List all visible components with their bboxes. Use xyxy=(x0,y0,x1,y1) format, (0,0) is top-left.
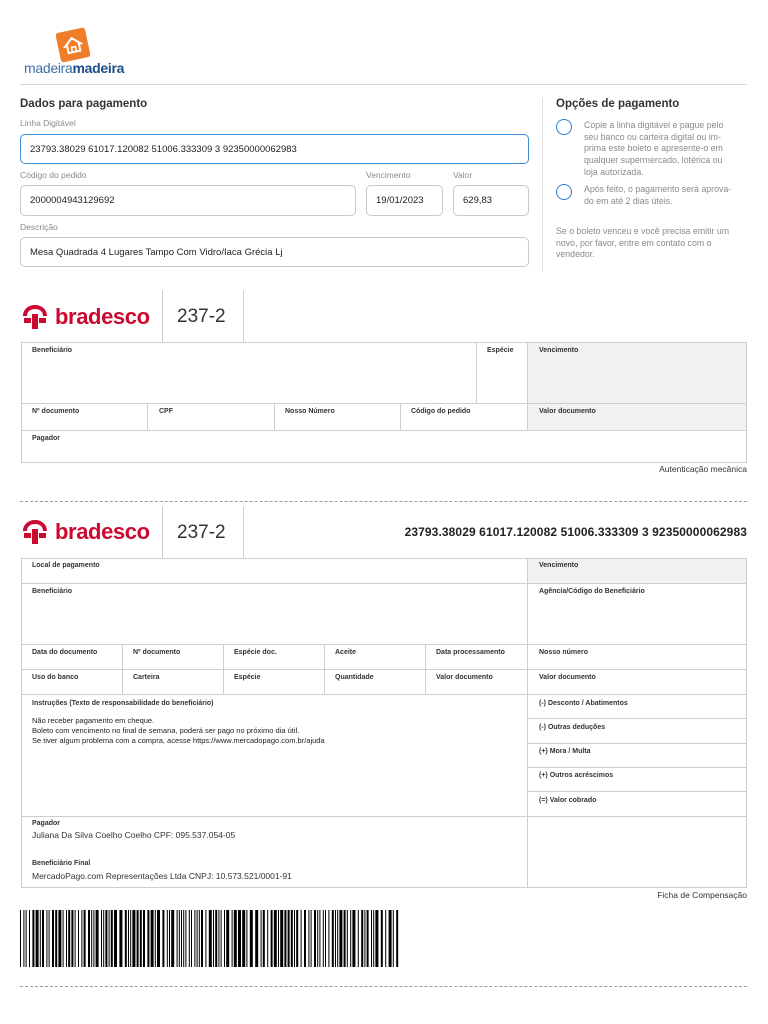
barcode-bar xyxy=(91,910,92,967)
barcode-bar xyxy=(291,910,293,967)
ficha-compensacao: Ficha de Compensação xyxy=(657,890,747,900)
barcode-bar xyxy=(128,910,129,967)
barcode-bar xyxy=(296,910,298,967)
barcode-bar xyxy=(215,910,217,967)
barcode-bar xyxy=(393,910,394,967)
barcode-bar xyxy=(114,910,117,967)
barcode-bar xyxy=(284,910,286,967)
barcode-bar xyxy=(347,910,348,967)
header-divider xyxy=(20,84,747,85)
linha-digitavel-field[interactable]: 23793.38029 61017.120082 51006.333309 3 92350000062983 xyxy=(20,134,529,164)
barcode-bar xyxy=(218,910,219,967)
barcode-bar xyxy=(197,910,198,967)
recibo-ndocumento-label: Nº documento xyxy=(32,408,80,415)
mora-multa-label: (+) Mora / Multa xyxy=(539,748,591,755)
barcode-bar xyxy=(32,910,34,967)
recibo-vencimento-label: Vencimento xyxy=(539,347,579,354)
bank-code: 237-2 xyxy=(177,306,226,327)
ficha-pagador-label: Pagador xyxy=(32,820,61,827)
barcode-bar xyxy=(335,910,336,967)
barcode-bar xyxy=(81,910,82,967)
barcode-bar xyxy=(23,910,24,967)
barcode-bar xyxy=(183,910,184,967)
barcode-bar xyxy=(26,910,27,967)
descricao-field[interactable]: Mesa Quadrada 4 Lugares Tampo Com Vidro/Iaca Grécia Lj xyxy=(20,237,529,267)
bottom-cut-line xyxy=(20,986,747,987)
barcode-bar xyxy=(52,910,54,967)
payment-options-title: Opções de pagamento xyxy=(556,98,680,110)
barcode-bar xyxy=(361,910,363,967)
barcode-bar xyxy=(125,910,127,967)
barcode-bar xyxy=(325,910,326,967)
barcode-bar xyxy=(274,910,277,967)
barcode-bar xyxy=(185,910,186,967)
barcode-bar xyxy=(63,910,64,967)
agencia-label: Agência/Código do Beneficiário xyxy=(539,588,645,595)
ficha-nosso-numero-label: Nosso número xyxy=(539,649,589,656)
barcode-bar xyxy=(36,910,39,967)
barcode-bar xyxy=(58,910,61,967)
barcode-bar xyxy=(109,910,110,967)
cut-line xyxy=(20,501,747,502)
ficha-vencimento-label: Vencimento xyxy=(539,562,579,569)
barcode-bar xyxy=(177,910,178,967)
barcode-bar xyxy=(339,910,342,967)
barcode-bar xyxy=(68,910,70,967)
barcode-bar xyxy=(294,910,295,967)
especie-label: Espécie xyxy=(234,674,261,681)
barcode-bar xyxy=(358,910,359,967)
autenticacao-mecanica: Autenticação mecânica xyxy=(659,464,747,474)
ficha-linha-digitavel: 23793.38029 61017.120082 51006.333309 3 92350000062983 xyxy=(404,525,747,539)
barcode-bar xyxy=(323,910,324,967)
option-copy-text: Copie a linha digitável e pague pelo seu banco ou carteira digital ou im- prima este boleto e apresente-o em qualquer supermercado, lotérica ou loja autorizada. xyxy=(584,120,724,177)
barcode-bar xyxy=(238,910,241,967)
pagador-value: Juliana Da Silva Coelho Coelho CPF: 095.537.054-05 xyxy=(32,830,236,840)
recibo-shaded-column xyxy=(528,343,746,430)
barcode-bar xyxy=(364,910,365,967)
barcode-bar xyxy=(205,910,206,967)
barcode-bar xyxy=(373,910,374,967)
barcode-bar xyxy=(389,910,392,967)
recibo-valor-documento-label: Valor documento xyxy=(539,408,596,415)
barcode-bar xyxy=(88,910,90,967)
barcode-bar xyxy=(167,910,168,967)
barcode-bar xyxy=(280,910,283,967)
barcode-bar xyxy=(308,910,309,967)
house-logo-icon xyxy=(55,27,91,63)
barcode-bar xyxy=(226,910,229,967)
madeiramadeira-logo[interactable] xyxy=(22,30,132,78)
barcode-bar xyxy=(42,910,44,967)
barcode-bar xyxy=(261,910,262,967)
barcode-bar xyxy=(157,910,160,967)
option-approval-radio[interactable] xyxy=(556,184,572,200)
barcode xyxy=(20,910,400,967)
barcode-bar xyxy=(130,910,131,967)
barcode-bar xyxy=(111,910,113,967)
ficha-valor-documento-label: Valor documento xyxy=(539,674,596,681)
barcode-bar xyxy=(332,910,334,967)
ficha-ndocumento-label: Nº documento xyxy=(133,649,181,656)
barcode-bar xyxy=(191,910,192,967)
barcode-bar xyxy=(105,910,107,967)
barcode-bar xyxy=(232,910,233,967)
payment-data-title: Dados para pagamento xyxy=(20,98,148,110)
barcode-bar xyxy=(255,910,258,967)
descricao-label: Descrição xyxy=(20,222,58,232)
barcode-bar xyxy=(396,910,398,967)
barcode-bar xyxy=(304,910,306,967)
barcode-bar xyxy=(209,910,212,967)
bradesco-tree-icon xyxy=(20,303,50,331)
barcode-bar xyxy=(381,910,383,967)
barcode-bar xyxy=(319,910,320,967)
barcode-bar xyxy=(224,910,225,967)
bradesco-logo: bradesco xyxy=(20,303,150,331)
barcode-bar xyxy=(84,910,86,967)
barcode-bar xyxy=(221,910,222,967)
barcode-bar xyxy=(350,910,351,967)
vencimento-field[interactable]: 19/01/2023 xyxy=(366,185,443,216)
recibo-beneficiario-label: Beneficiário xyxy=(32,347,73,354)
codigo-pedido-field[interactable]: 2000004943129692 xyxy=(20,185,356,216)
barcode-bar xyxy=(137,910,139,967)
beneficiario-final-value: MercadoPago.com Representações Ltda CNPJ: 10.573.521/0001-91 xyxy=(32,871,292,881)
barcode-bar xyxy=(20,910,21,967)
barcode-bar xyxy=(375,910,378,967)
instrucoes-title: Instruções (Texto de responsabilidade do beneficiário) xyxy=(32,700,214,707)
bank-code-ficha: 237-2 xyxy=(177,522,226,543)
barcode-bar xyxy=(367,910,369,967)
barcode-bar xyxy=(385,910,386,967)
barcode-bar xyxy=(263,910,265,967)
recibo-cpf-label: CPF xyxy=(159,408,173,415)
barcode-bar xyxy=(352,910,355,967)
code-separator xyxy=(243,290,244,342)
instrucoes-text: Não receber pagamento em cheque. Boleto com vencimento no final de semana, poderá ser pago no próximo dia útil. Se tiver algum problema com a compra, acesse https://www.mercadopago.com.br/ajuda xyxy=(32,716,325,745)
data-documento-label: Data do documento xyxy=(32,649,98,656)
barcode-bar xyxy=(49,910,50,967)
barcode-bar xyxy=(40,910,41,967)
barcode-bar xyxy=(55,910,57,967)
barcode-bar xyxy=(103,910,104,967)
barcode-bar xyxy=(246,910,247,967)
outras-deducoes-label: (-) Outras deduções xyxy=(539,724,606,731)
barcode-bar xyxy=(93,910,94,967)
logo-separator xyxy=(162,290,163,342)
valor-label: Valor xyxy=(453,170,473,180)
barcode-bar xyxy=(181,910,182,967)
barcode-bar xyxy=(278,910,279,967)
barcode-bar xyxy=(119,910,122,967)
logo-wordmark: madeiramadeira xyxy=(24,60,125,76)
barcode-bar xyxy=(344,910,346,967)
barcode-bar xyxy=(66,910,67,967)
barcode-bar xyxy=(328,910,329,967)
barcode-bar xyxy=(213,910,214,967)
barcode-bar xyxy=(96,910,99,967)
barcode-bar xyxy=(46,910,47,967)
aceite-label: Aceite xyxy=(335,649,357,656)
barcode-bar xyxy=(250,910,253,967)
section-divider xyxy=(542,98,543,272)
barcode-bar xyxy=(162,910,164,967)
barcode-bar xyxy=(242,910,245,967)
bradesco-tree-icon xyxy=(20,518,50,546)
recibo-nosso-numero-label: Nosso Número xyxy=(285,408,335,415)
option-copy-radio[interactable] xyxy=(556,119,572,135)
barcode-bar xyxy=(171,910,174,967)
carteira-label: Carteira xyxy=(133,674,160,681)
barcode-bar xyxy=(143,910,145,967)
codigo-pedido-label: Código do pedido xyxy=(20,170,87,180)
recibo-pagador-label: Pagador xyxy=(32,435,61,442)
barcode-bar xyxy=(155,910,156,967)
barcode-bar xyxy=(140,910,142,967)
local-pagamento-label: Local de pagamento xyxy=(32,562,100,569)
barcode-bar xyxy=(271,910,273,967)
barcode-bar xyxy=(199,910,200,967)
barcode-bar xyxy=(101,910,102,967)
valor-field[interactable]: 629,83 xyxy=(453,185,529,216)
expired-note: Se o boleto venceu e você precisa emitir um novo, por favor, entre em contato com o vendedor. xyxy=(556,226,730,260)
barcode-bar xyxy=(151,910,154,967)
barcode-bar xyxy=(75,910,76,967)
barcode-bar xyxy=(194,910,195,967)
barcode-bar xyxy=(288,910,290,967)
barcode-bar xyxy=(234,910,237,967)
uso-banco-label: Uso do banco xyxy=(32,674,79,681)
data-processamento-label: Data processamento xyxy=(436,649,505,656)
quantidade-label: Quantidade xyxy=(335,674,374,681)
option-approval-text: Após feito, o pagamento será aprova- do em até 2 dias úteis. xyxy=(584,184,732,206)
barcode-bar xyxy=(371,910,372,967)
barcode-bar xyxy=(201,910,203,967)
barcode-bar xyxy=(267,910,268,967)
linha-digitavel-label: Linha Digitável xyxy=(20,118,76,128)
vencimento-label: Vencimento xyxy=(366,170,411,180)
barcode-bar xyxy=(147,910,149,967)
barcode-bar xyxy=(317,910,318,967)
recibo-especie-label: Espécie xyxy=(487,347,514,354)
valor-cobrado-label: (=) Valor cobrado xyxy=(539,797,597,804)
desconto-label: (-) Desconto / Abatimentos xyxy=(539,700,628,707)
barcode-bar xyxy=(71,910,73,967)
ficha-beneficiario-label: Beneficiário xyxy=(32,588,73,595)
bradesco-logo-ficha: bradesco xyxy=(20,518,150,546)
barcode-bar xyxy=(29,910,30,967)
barcode-bar xyxy=(314,910,316,967)
barcode-bar xyxy=(179,910,180,967)
barcode-bar xyxy=(78,910,79,967)
beneficiario-final-label: Beneficiário Final xyxy=(32,860,91,867)
especie-doc-label: Espécie doc. xyxy=(234,649,277,656)
recibo-codigo-pedido-label: Código do pedido xyxy=(411,408,471,415)
valor-documento-mid-label: Valor documento xyxy=(436,674,493,681)
barcode-bar xyxy=(301,910,302,967)
barcode-bar xyxy=(311,910,312,967)
barcode-bar xyxy=(189,910,190,967)
outros-acrescimos-label: (+) Outros acréscimos xyxy=(539,772,614,779)
barcode-bar xyxy=(337,910,338,967)
barcode-bar xyxy=(132,910,135,967)
barcode-bar xyxy=(169,910,170,967)
